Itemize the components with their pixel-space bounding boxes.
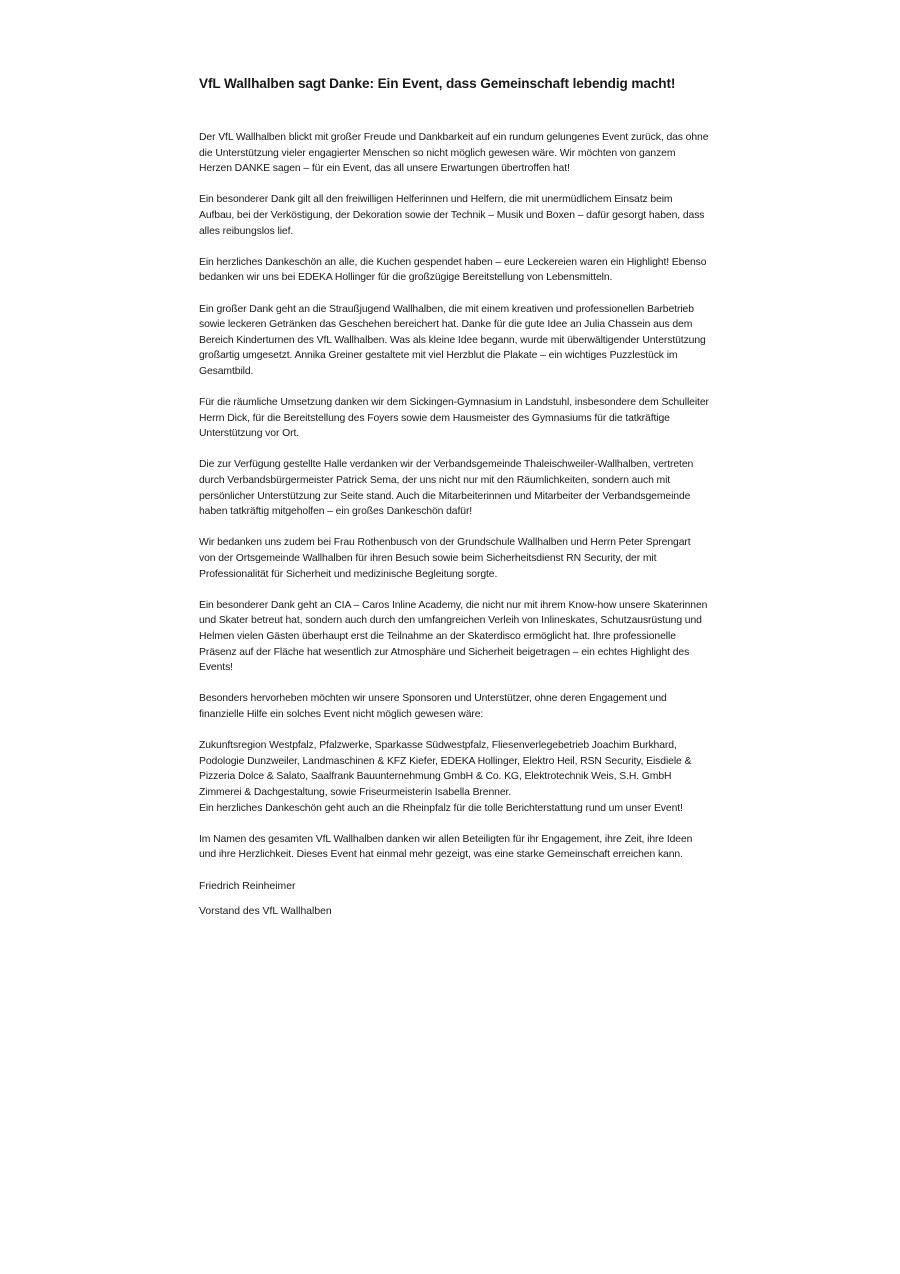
document-title: VfL Wallhalben sagt Danke: Ein Event, dass Gemeinschaft lebendig macht! <box>199 76 676 91</box>
paragraph-cakes: Ein herzliches Dankeschön an alle, die Kuchen gespendet haben – eure Leckereien waren ein Highlight! Ebenso bedanken wir uns bei EDEKA Hollinger für die großzügige Bereitstellung von Lebensmitteln. <box>199 256 707 284</box>
signature-role: Vorstand des VfL Wallhalben <box>199 906 332 918</box>
paragraph-straussjugend: Ein großer Dank geht an die Straußjugend Wallhalben, die mit einem kreativen und professionellen Barbetrieb sowie leckeren Getränken das Geschehen bereichert hat. Danke für die gute Idee an Julia Chassein aus dem Bereich Kinderturnen des VfL Wallhalben. Was als kleine Idee begann, wurde mit überwältigender Unterstützung großartig umgesetzt. Annika Greiner gestaltete mit viel Herzblut die Plakate – ein wichtiges Puzzlestück im Gesamtbild. <box>199 303 706 377</box>
paragraph-helpers: Ein besonderer Dank gilt all den freiwilligen Helferinnen und Helfern, die mit unermüdlichem Einsatz beim Aufbau, bei der Verköstigung, der Dekoration sowie der Technik – Musik und Boxen – dafür gesorgt haben, dass alles reibungslos lief. <box>199 194 705 237</box>
paragraph-sponsors-intro: Besonders hervorheben möchten wir unsere Sponsoren und Unterstützer, ohne deren Engagement und finanzielle Hilfe ein solches Event nicht möglich gewesen wäre: <box>199 693 667 720</box>
paragraph-closing: Im Namen des gesamten VfL Wallhalben danken wir allen Beteiligten für ihr Engagement, ihre Zeit, ihre Ideen und ihre Herzlichkeit. Dieses Event hat einmal mehr gezeigt, was eine starke Gemeinschaft erreichen kann. <box>199 833 693 861</box>
paragraph-gymnasium: Für die räumliche Umsetzung danken wir dem Sickingen-Gymnasium in Landstuhl, insbesondere dem Schulleiter Herrn Dick, für die Bereitstellung des Foyers sowie dem Hausmeister des Gymnasiums für die tatkräftige Unterstützung vor Ort. <box>199 397 709 440</box>
document-page <box>199 74 709 930</box>
paragraph-verbandsgemeinde: Die zur Verfügung gestellte Halle verdanken wir der Verbandsgemeinde Thaleischweiler-Wallhalben, vertreten durch Verbandsbürgermeister Patrick Sema, der uns nicht nur mit den Räumlichkeiten, sondern auch mit persönlicher Unterstützung zur Seite stand. Auch die Mitarbeiterinnen und Mitarbeiter der Verbandsgemeinde haben tatkräftig mitgeholfen – ein großes Dankeschön dafür! <box>199 459 694 518</box>
signature-name: Friedrich Reinheimer <box>199 880 296 892</box>
paragraph-intro: Der VfL Wallhalben blickt mit großer Freude und Dankbarkeit auf ein rundum gelungenes Event zurück, das ohne die Unterstützung vieler engagierter Menschen so nicht möglich gewesen wäre. Wir möchten von ganzem Herzen DANKE sagen – für ein Event, das all unsere Erwartungen übertroffen hat! <box>199 132 709 175</box>
paragraph-visitors-security: Wir bedanken uns zudem bei Frau Rothenbusch von der Grundschule Wallhalben und Herrn Peter Sprengart von der Ortsgemeinde Wallhalben für ihren Besuch sowie beim Sicherheitsdienst RN Security, der mit Professionalität für Sicherheit und medizinische Begleitung sorgte. <box>199 537 691 580</box>
paragraph-sponsors-list: Zukunftsregion Westpfalz, Pfalzwerke, Sparkasse Südwestpfalz, Fliesenverlegebetrieb Joachim Burkhard, Podologie Dunzweiler, Landmaschinen & KFZ Kiefer, EDEKA Hollinger, Elektro Heil, RSN Security, Eisdiele & Pizzeria Dolce & Salato, Saalfrank Bauunternehmung GmbH & Co. KG, Elektrotechnik Weis, S.H. GmbH Zimmerei & Dachgestaltung, sowie Friseurmeisterin Isabella Brenner. <box>199 740 692 798</box>
paragraph-cia: Ein besonderer Dank geht an CIA – Caros Inline Academy, die nicht nur mit ihrem Know-how unsere Skaterinnen und Skater betreut hat, sondern auch durch den umfangreichen Verleih von Inlineskates, Schutzausrüstung und Helmen vielen Gästen überhaupt erst die Teilnahme an der Skaterdisco ermöglicht hat. Ihre professionelle Präsenz auf der Fläche hat wesentlich zur Atmosphäre und Sicherheit beigetragen – ein echtes Highlight des Events! <box>199 599 708 674</box>
paragraph-rheinpfalz: Ein herzliches Dankeschön geht auch an die Rheinpfalz für die tolle Berichterstattung rund um unser Event! <box>199 802 683 814</box>
